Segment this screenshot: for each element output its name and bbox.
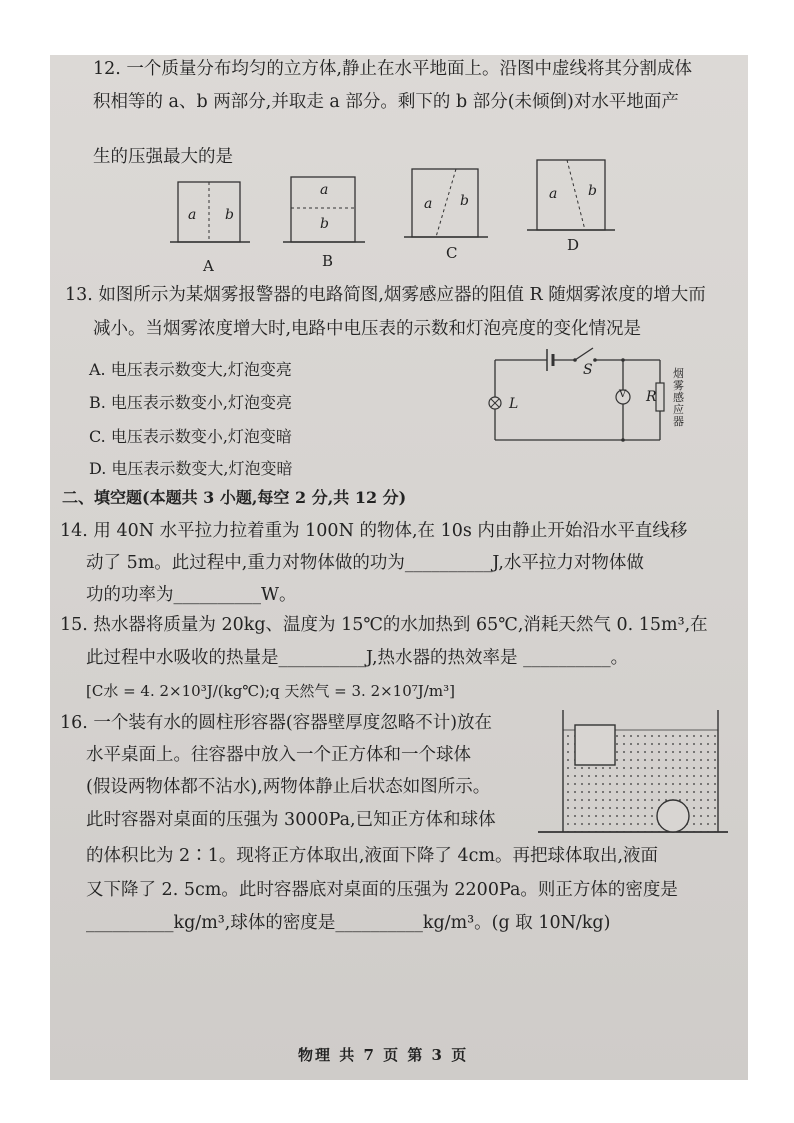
q12-option-c-diagram <box>404 165 494 245</box>
q13-voltmeter-label: V <box>619 389 627 400</box>
q16-container-diagram <box>538 710 728 840</box>
q16-line-5: 的体积比为 2∶1。现将正方体取出,液面下降了 4cm。再把球体取出,液面 <box>86 846 659 866</box>
q12-option-c: C <box>446 244 458 262</box>
sensor-char: 应 <box>673 403 684 416</box>
sensor-char: 感 <box>673 391 684 404</box>
q13-lamp-label: L <box>509 396 519 412</box>
q16-line-3: (假设两物体都不沾水),两物体静止后状态如图所示。 <box>86 777 491 797</box>
q14-line-1: 14. 用 40N 水平拉力拉着重为 100N 的物体,在 10s 内由静止开始沿水平直线移 <box>60 521 688 541</box>
q12-line-3: 生的压强最大的是 <box>93 147 233 167</box>
q13-option-b: B. 电压表示数变小,灯泡变亮 <box>89 393 293 412</box>
q16-line-6: 又下降了 2. 5cm。此时容器底对桌面的压强为 2200Pa。则正方体的密度是 <box>86 880 678 900</box>
q15-line-3: [C水 = 4. 2×10³J/(kg℃);q 天然气 = 3. 2×10⁷J/m³] <box>86 682 455 700</box>
q12-a-label: a <box>549 186 558 202</box>
q12-line-2: 积相等的 a、b 两部分,并取走 a 部分。剩下的 b 部分(未倾倒)对水平地面产 <box>93 92 679 112</box>
q12-a-label: a <box>320 182 329 198</box>
q12-option-a-diagram <box>170 180 260 250</box>
q12-a-label: a <box>188 207 197 223</box>
q15-line-1: 15. 热水器将质量为 20kg、温度为 15℃的水加热到 65℃,消耗天然气 0. 15m³,在 <box>60 615 708 635</box>
sensor-char: 器 <box>673 415 684 428</box>
q16-line-7: __________kg/m³,球体的密度是__________kg/m³。(g 取 10N/kg) <box>86 913 611 933</box>
q12-b-label: b <box>588 183 597 199</box>
sensor-char: 雾 <box>673 379 684 392</box>
q16-line-4: 此时容器对桌面的压强为 3000Pa,已知正方体和球体 <box>86 810 496 830</box>
q13-line-1: 13. 如图所示为某烟雾报警器的电路简图,烟雾感应器的阻值 R 随烟雾浓度的增大而 <box>65 285 706 305</box>
q14-line-2: 动了 5m。此过程中,重力对物体做的功为__________J,水平拉力对物体做 <box>86 553 644 573</box>
q12-b-label: b <box>225 207 234 223</box>
q14-line-3: 功的功率为__________W。 <box>86 585 297 605</box>
q13-option-d: D. 电压表示数变大,灯泡变暗 <box>89 459 293 478</box>
q12-option-d: D <box>567 236 580 254</box>
q13-option-a: A. 电压表示数变大,灯泡变亮 <box>89 360 292 379</box>
page-footer: 物理 共 7 页 第 3 页 <box>298 1046 469 1064</box>
section-2-title: 二、填空题(本题共 3 小题,每空 2 分,共 12 分) <box>62 488 407 507</box>
q13-line-2: 减小。当烟雾浓度增大时,电路中电压表的示数和灯泡亮度的变化情况是 <box>93 319 642 339</box>
q13-resistor-label: R <box>646 389 657 405</box>
q12-option-a: A <box>203 257 214 275</box>
q13-sensor-label <box>673 368 687 428</box>
q12-option-d-diagram <box>527 158 622 238</box>
q15-line-2: 此过程中水吸收的热量是__________J,热水器的热效率是 __________。 <box>86 648 629 668</box>
q16-line-2: 水平桌面上。往容器中放入一个正方体和一个球体 <box>86 745 471 765</box>
q13-option-c: C. 电压表示数变小,灯泡变暗 <box>89 427 292 446</box>
q12-option-b: B <box>322 252 334 270</box>
q12-a-label: a <box>424 196 433 212</box>
q12-b-label: b <box>320 216 329 232</box>
q12-b-label: b <box>460 193 469 209</box>
q13-switch-label: S <box>583 362 593 378</box>
q16-line-1: 16. 一个装有水的圆柱形容器(容器壁厚度忽略不计)放在 <box>60 713 493 733</box>
sensor-char: 烟 <box>673 367 684 380</box>
q12-line-1: 12. 一个质量分布均匀的立方体,静止在水平地面上。沿图中虚线将其分割成体 <box>93 59 692 79</box>
